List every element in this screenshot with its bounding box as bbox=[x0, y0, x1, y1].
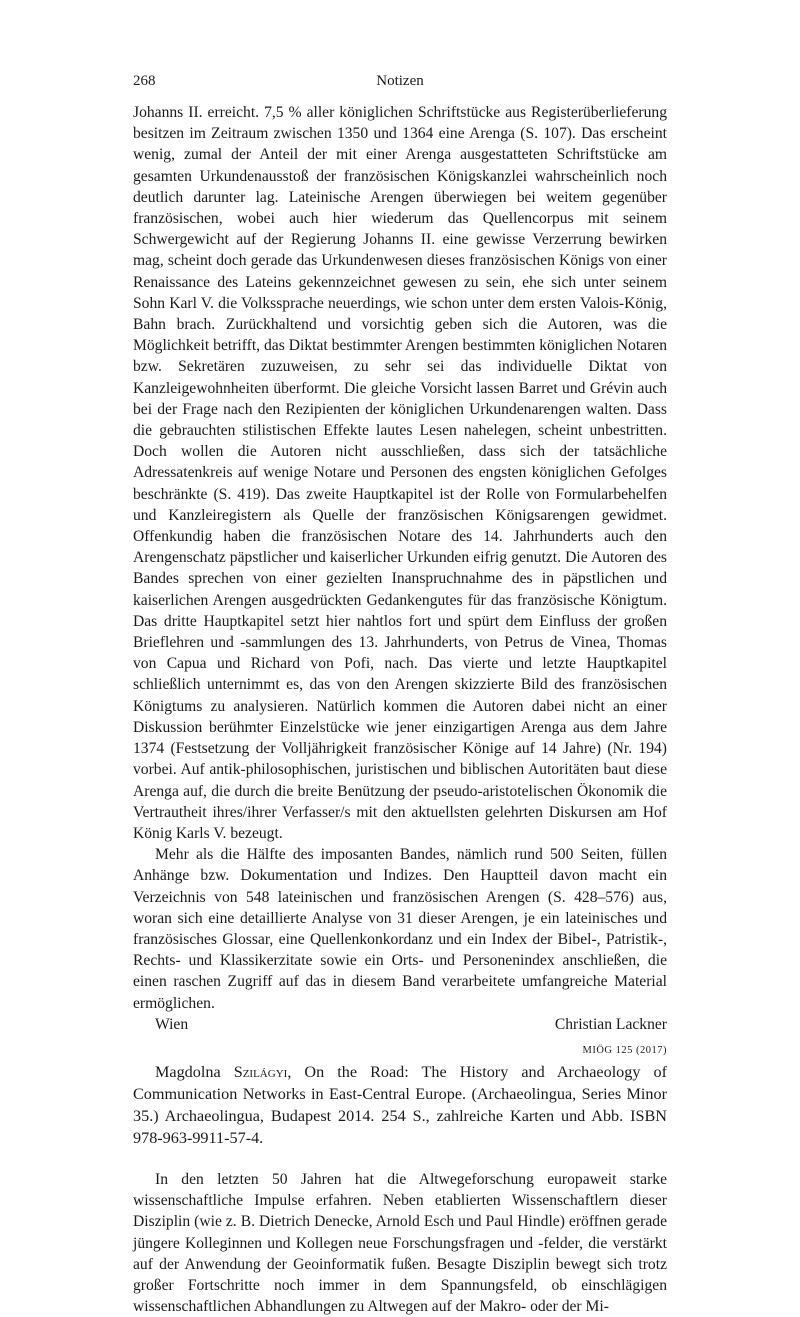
signature-place: Wien bbox=[155, 1015, 189, 1033]
running-title: Notizen bbox=[376, 73, 424, 89]
journal-footer: MIÖG 125 (2017) bbox=[582, 1045, 667, 1056]
page-number: 268 bbox=[133, 73, 156, 89]
review2-citation: , On the Road: The History and Archaeology of Communication Networks in East-Central Europe. (Archaeolingua, Series Minor 35.) Archaeolingua, Budapest 2014. 254 S., zahlreiche Karten und Abb. ISBN 978-963-9911-57-4. bbox=[133, 1062, 668, 1147]
review1-paragraph-1: Johanns II. erreicht. 7,5 % aller königlichen Schriftstücke aus Registerüberlieferung besitzen im Zeitraum zwischen 1350 und 1364 eine Arenga (S. 107). Das erscheint wenig, zumal der Anteil der mit einer Arenga ausgestatteten Schriftstücke am gesamten Urkundenausstoß der französischen Königskanzlei wahrscheinlich noch deutlich darunter lag. Lateinische Arengen überwiegen bei weitem gegenüber französischen, wobei auch hier wiederum das Quellencorpus mit seinem Schwergewicht auf der Regierung Johanns II. eine gewisse Verzerrung bewirken mag, scheint doch gerade das Urkundenwesen dieses französischen Königs von einer Renaissance des Lateins gekennzeichnet gewesen zu sein, ehe sich unter seinem Sohn Karl V. die Volkssprache neuerdings, wie schon unter dem ersten Valois-König, Bahn brach. Zurückhaltend und vorsichtig geben sich die Autoren, was die Möglichkeit betrifft, das Diktat bestimmter Arengen bestimmten königlichen Notaren bzw. Sekretären zuzuweisen, zu sehr sei das individuelle Diktat von Kanzleigewohnheiten überformt. Die gleiche Vorsicht lassen Barret und Grévin auch bei der Frage nach den Rezipienten der königlichen Urkundenarengen walten. Dass die gebrauchten stilistischen Effekte lautes Lesen nahelegen, scheint unbestritten. Doch wollen die Autoren nicht ausschließen, dass sich der tatsächliche Adressatenkreis auf wenige Notare und Personen des engsten königlichen Gefolges beschränkte (S. 419). Das zweite Hauptkapitel ist der Rolle von Formularbehelfen und Kanzleiregistern als Quelle der französischen Königsarengen gewidmet. Offenkundig haben die französischen Notare des 14. Jahrhunderts auch den Arengenschatz päpstlicher und kaiserlicher Urkunden eifrig genutzt. Die Autoren des Bandes sprechen von einer gezielten Inanspruchnahme des in päpstlichen und kaiserlichen Arengen ausgedrückten Gedankengutes für das französische Königtum. Das dritte Hauptkapitel setzt hier nahtlos fort und spürt dem Einfluss der großen Brieflehren und -sammlungen des 13. Jahrhunderts, von Petrus de Vinea, Thomas von Capua und Richard von Pofi, nach. Das vierte und letzte Hauptkapitel schließlich unternimmt es, das von den Arengen skizzierte Bild des französischen Königtums zu analysieren. Natürlich kommen die Autoren dabei nicht an einer Diskussion berühmter Einzelstücke wie jener einzigartigen Arenga aus dem Jahre 1374 (Festsetzung der Volljährigkeit französischer Könige auf 14 Jahre) (Nr. 194) vorbei. Auf antik-philosophischen, juristischen und biblischen Autoritäten baut diese Arenga auf, die durch die breite Benützung der pseudo-aristotelischen Ökonomik die Vertrautheit ihres/ihrer Verfasser/s mit den aktuellsten gelehrten Diskursen am Hof König Karls V. bezeugt. bbox=[133, 104, 667, 842]
signature-reviewer: Christian Lackner bbox=[554, 1015, 667, 1033]
review2-author-last: Szilágyi bbox=[233, 1062, 288, 1081]
review2-author-first: Magdolna bbox=[155, 1062, 221, 1081]
review1-paragraph-2: Mehr als die Hälfte des imposanten Bandes, nämlich rund 500 Seiten, füllen Anhänge bzw. Dokumentation und Indizes. Den Hauptteil davon macht ein Verzeichnis von 548 lateinischen und französischen Arengen (S. 428–576) aus, woran sich eine detaillierte Analyse von 31 dieser Arengen, je ein lateinisches und französisches Glossar, eine Quellenkonkordanz und ein Index der Bibel-, Patristik-, Rechts- und Klassikerzitate sowie ein Orts- und Personenindex anschließen, die einen raschen Zugriff auf das in diesem Band verarbeitete umfangreiche Material ermöglichen. bbox=[133, 846, 667, 1012]
review2-paragraph-1: In den letzten 50 Jahren hat die Altwegeforschung europaweit starke wissenschaftliche Impulse erfahren. Neben etablierten Wissenschaftlern dieser Disziplin (wie z. B. Dietrich Denecke, Arnold Esch und Paul Hindle) eröffnen gerade jüngere Kolleginnen und Kollegen neue Forschungsfragen und -felder, die verstärkt auf der Anwendung der Geoinformatik fußen. Besagte Disziplin bewegt sich trotz großer Fortschritte noch immer in dem Spannungsfeld, ob einschlägigen wissenschaftlichen Abhandlungen zu Altwegen auf der Makro- oder der Mi- bbox=[133, 1170, 667, 1316]
page-header bbox=[133, 73, 667, 97]
review2-bibliographic-entry bbox=[133, 1061, 667, 1149]
page-body bbox=[133, 102, 667, 1317]
review-signature bbox=[133, 1014, 667, 1035]
